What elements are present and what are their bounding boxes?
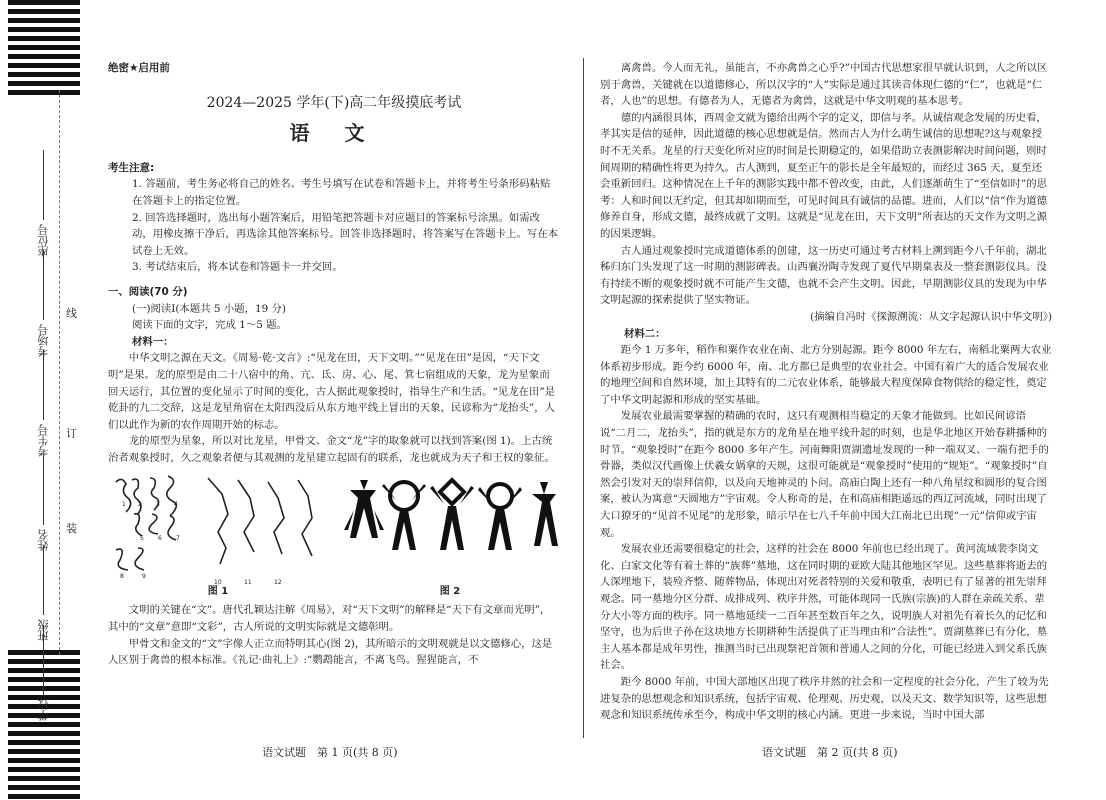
figure-1-caption: 图 1 [207,585,229,597]
figure-2-caption: 图 2 [439,585,461,597]
material-two-label: 材料二： [624,327,666,340]
student-no-field: 考生号 [36,350,52,457]
fig1-label: 7 [176,535,180,543]
fig1-label: 5 [140,535,144,543]
paragraph: 距今 8000 年前，中国大部地区出现了秩序井然的社会和一定程度的社会分化，产生了较为先进复杂的思想观念和知识系统，包括宇宙观、伦理观、历史观，以及天文、数学知识等，这些思想观念和知识系统传承至今，构成中华文明的核心内涵。更进一步来说，当时中国大部 [600,675,1049,722]
notice-item: 2. 回答选择题时，选出每小题答案后，用铅笔把答题卡对应题目的答案标号涂黑。如需改动，用橡皮擦干净后，再选涂其他答案标号。回答非选择题时，将答案写在答题卡上。写在本试卷上无效。 [132,211,559,257]
page-footer-right: 语文试题 第 2 页(共 8 页) [762,746,898,759]
notice-item: 3. 考试结束后，将本试卷和答题卡一并交回。 [132,261,343,274]
material-one-label: 材料一： [132,335,174,348]
subsection-heading: (一)阅读Ⅰ(本题共 5 小题，19 分) [132,302,286,315]
binding-margin [0,0,100,800]
fig1-label: 2 [138,501,142,509]
exam-title: 2024—2025 学年(下)高二年级摸底考试 [206,94,462,111]
school-field: 学校 [36,625,52,721]
paragraph: 文明的关键在“文”。唐代孔颖达注解《周易》，对“天下文明”的解释是“天下有文章而光明”，其中的“文章”意即“文彩”，古人所说的文明实际就是文德彰明。 [108,604,551,634]
fig1-label: 9 [142,573,146,581]
name-field: 姓名 [36,455,52,551]
instruction: 阅读下面的文字，完成 1～5 题。 [132,319,287,332]
figure-2 [340,470,560,597]
binding-stripes-top [8,0,80,95]
fig1-label: 12 [274,579,282,587]
right-column [600,60,1052,724]
paragraph: 发展农业还需要很稳定的社会，这样的社会在 8000 年前也已经出现了。黄河流域裴李岗文化、白家文化等有着土葬的“族葬”墓地，这在同时期的亚欧大陆其他地区罕见。这些墓葬将逝去的人深埋地下，装殓齐整、随葬物品，体现出对死者特别的关爱和敬重，表明已有了显著的祖先崇拜观念。同一墓地分区分群、成排成列、秩序井然，可能体现同一氏族(宗族)的人群在亲疏关系、辈分大小等方面的秩序。同一墓地延续一二百年甚至数百年之久，说明族人对祖先有着长久的记忆和坚守，也为后世子孙在这块地方长期耕种生活提供了正当理由和“合法性”。贾湖墓葬已有分化，墓主人基本都是成年男性，推测当时已出现祭祀首领和普通人之间的分化，可能已经进入到父系氏族社会。 [600,543,1048,672]
paragraph: 距今 1 万多年，稻作和粟作农业在南、北方分别起源。距今 8000 年左右，南稻北粟两大农业体系初步形成。距今约 6000 年，南、北方都已是典型的农业社会。中国有着广大的适合发展农业的地理空间和自然环境，加上其特有的二元农业体系，能够最大程度保障食物供给的稳定性，奠定了中华文明起源和形成的坚实基础。 [600,344,1052,406]
paragraph: 中华文明之源在天文。《周易·乾·文言》:“见龙在田，天下文明。”“见龙在田”是因，“天下文明”是果。龙的原型是由二十八宿中的角、亢、氐、房、心、尾、箕七宿组成的天象，龙为星象而回天运行，其位置的变化显示了时间的变化，古人据此观象授时，指导生产和生活。“见龙在田”是乾卦的九二交辞，这是龙星角宿在太阳西没后从东方地平线上冒出的天象，民谚称为“龙抬头”，人们以此作为新的农作周期开始的标志。 [108,352,556,431]
subject-title: 语 文 [289,121,379,146]
source-citation: (摘编自冯时《探源溯流：从文字起源认识中华文明》) [810,310,1052,323]
seal-line [59,90,60,655]
dragon-glyphs-illustration [108,470,328,588]
fig1-label: 1 [122,501,126,509]
paragraph: 龙的原型为星象，所以对比龙星，甲骨文、金文“龙”字的取象就可以找到答案(图 1)。上古统治者观象授时，久之观象者便与其观测的龙星建立起固有的联系，龙也就成为天子和王权的象征。 [108,435,555,464]
seat-field: 座位号 [36,150,52,257]
fig1-label: 8 [120,573,124,581]
fig1-label: 6 [158,535,162,543]
seal-char-ding: 订 [66,427,77,440]
wen-glyphs-illustration [340,470,560,588]
notice-item: 1. 答题前，考生务必将自己的姓名、考生号填写在试卷和答题卡上，并将考生号条形码粘贴在答题卡上的指定位置。 [132,178,551,207]
paragraph: 甲骨文和金文的“文”字像人正立而特明其心(图 2)，其所暗示的文明观就是以文德修心，这是人区别于禽兽的根本标准。《礼记·曲礼上》:“鹦鹉能言，不离飞鸟。猩猩能言，不 [108,637,553,667]
fig1-label: 3 [156,501,160,509]
figures-row [108,470,560,600]
figure-1 [108,470,328,597]
left-column [108,60,560,669]
paragraph: 离禽兽。今人而无礼，虽能言，不亦禽兽之心乎?”中国古代思想家很早就认识到，人之所以区别于禽兽，关键就在以道德修心，所以汉字的“人”实际是通过其读音体现仁德的“仁”，也就是“仁者，人也”的思想。有德者为人，无德者为禽兽，这就是中华文明观的基本思考。 [600,62,1048,108]
paragraph: 发展农业最需要掌握的精确的农时，这只有观测相当稳定的天象才能做到。比如民间谚语说“二月二，龙抬头”，指的就是东方的龙角星在地平线升起的时刻，也是华北地区开始春耕播种的时节。“观象授时”在距今 8000 多年产生。河南舞阳贾湖遗址发现的一种一端双叉、一端有把手的骨器，类似汉代画像上伏羲女娲拿的天规，这很可能就是“观象授时”使用的“规矩”。“观象授时”自然会引发对天的崇拜信仰，以及向天地神灵的卜问。高庙白陶上还有一种八角星纹和圆形的复合图案，被认为寓意“天圆地方”宇宙观。令人称奇的是，在和高庙相距遥远的西辽河流域，同时出现了大口獠牙的“见首不见尾”的龙形象，暗示早在七八千年前中国大江南北已出现“一元”信仰或宇宙观。 [600,410,1049,539]
fig1-label: 11 [244,579,252,587]
secret-mark: 绝密★启用前 [108,62,170,74]
seal-char-zhuang: 装 [66,522,77,535]
section-heading: 一、阅读(70 分) [108,285,188,298]
exam-room-field: 考场号 [36,250,52,357]
notice-heading: 考生注意: [108,161,155,174]
page-footer-left: 语文试题 第 1 页(共 8 页) [262,746,398,759]
class-field: 班级 [36,545,52,641]
fig1-label: 4 [174,501,178,509]
fig1-label: 10 [214,579,222,587]
column-divider [583,58,584,738]
paragraph: 德的内涵很具体，西周金文就为德给出两个字的定义，即信与孝。从诚信观念发展的历史看，孝其实是信的延伸，因此道德的核心思想就是信。然而古人为什么萌生诚信的思想呢?这与观象授时不无关系。龙星的行天变化所对应的时间是长期稳定的，如果借助立表测影解决时间问题，则时间周期的精确性将更为持久。古人测到，夏至正午的影长是全年最短的，而经过 365 天，夏至还会重新回归。这种情况在上千年的测影实践中都不曾改变，由此，人们逐渐萌生了“至信如时”的思考：人和时间以无约定，但其却如期而至，可见时间具有诚信的品德。进而，人们以“信”作为道德修养自身，形成文德，最终成就了文明。这就是“见龙在田，天下文明”所表达的天文作为文明之源的因果逻辑。 [600,111,1048,240]
paragraph: 古人通过观象授时完成道德体系的创建，这一历史可通过考古材料上溯到距今八千年前，湖北秭归东门头发现了这一时期的测影碑表。山西襄汾陶寺发现了夏代早期臬表及一整套测影仪具。没有持续不断的观象授时就不可能产生文德，也就不会产生文明。因此，早期测影仪具的发现为中华文明起源的探索提供了坚实物证。 [600,244,1047,307]
seal-char-xian: 线 [66,307,77,320]
